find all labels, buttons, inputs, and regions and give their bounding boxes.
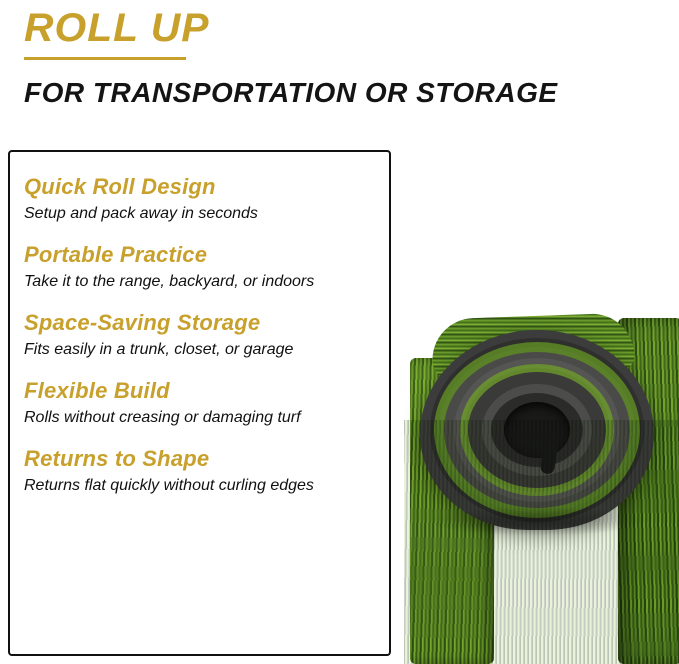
title-underline (24, 57, 186, 60)
feature-description: Rolls without creasing or damaging turf (24, 409, 301, 426)
list-item (24, 242, 375, 292)
feature-description: Setup and pack away in seconds (24, 205, 258, 222)
page-title: ROLL UP (24, 6, 210, 50)
page-subtitle: FOR TRANSPORTATION OR STORAGE (24, 77, 558, 108)
feature-title: Returns to Shape (24, 446, 210, 471)
list-item (24, 378, 375, 428)
turf-roll-spiral (420, 330, 654, 530)
feature-title: Quick Roll Design (24, 174, 216, 199)
feature-description: Take it to the range, backyard, or indoors (24, 273, 315, 290)
feature-title: Portable Practice (24, 242, 208, 267)
feature-description: Returns flat quickly without curling edges (24, 477, 314, 494)
list-item (24, 310, 375, 360)
roll-drop-shadow (424, 506, 650, 536)
feature-description: Fits easily in a trunk, closet, or garage (24, 341, 294, 358)
list-item (24, 174, 375, 224)
feature-title: Flexible Build (24, 378, 170, 403)
roll-core (504, 402, 570, 458)
list-item (24, 446, 375, 496)
product-image (404, 300, 679, 664)
feature-list (8, 150, 391, 656)
feature-title: Space-Saving Storage (24, 310, 261, 335)
